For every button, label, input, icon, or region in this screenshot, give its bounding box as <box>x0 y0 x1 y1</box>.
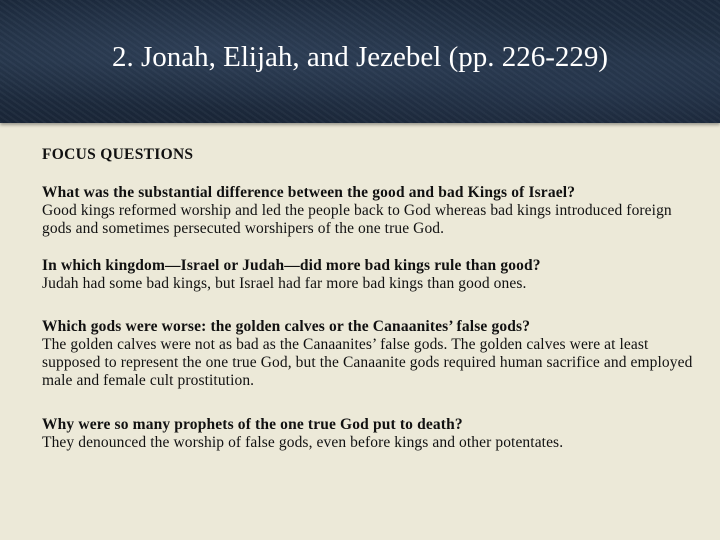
question-text: Which gods were worse: the golden calves or the Canaanites’ false gods? <box>42 318 531 335</box>
qa-item <box>42 184 702 238</box>
answer-text: The golden calves were not as bad as the Canaanites’ false gods. The golden calves were at least supposed to represent the one true God, but the Canaanite gods required human sacrifice and employed male and female cult prostitution. <box>42 336 693 389</box>
answer-text: They denounced the worship of false gods, even before kings and other potentates. <box>42 434 564 451</box>
answer-text: Judah had some bad kings, but Israel had far more bad kings than good ones. <box>42 275 527 292</box>
question-text: What was the substantial difference between the good and bad Kings of Israel? <box>42 184 576 201</box>
slide-header <box>0 0 720 123</box>
qa-item <box>42 257 702 293</box>
question-text: In which kingdom—Israel or Judah—did more bad kings rule than good? <box>42 257 541 274</box>
answer-text: Good kings reformed worship and led the people back to God whereas bad kings introduced foreign gods and sometimes persecuted worshipers of the one true God. <box>42 202 672 237</box>
slide-body <box>42 146 702 471</box>
focus-questions-label: FOCUS QUESTIONS <box>42 146 194 163</box>
qa-item <box>42 416 702 452</box>
qa-item <box>42 318 702 390</box>
question-text: Why were so many prophets of the one true God put to death? <box>42 416 463 433</box>
slide-title: 2. Jonah, Elijah, and Jezebel (pp. 226-229) <box>111 41 609 73</box>
